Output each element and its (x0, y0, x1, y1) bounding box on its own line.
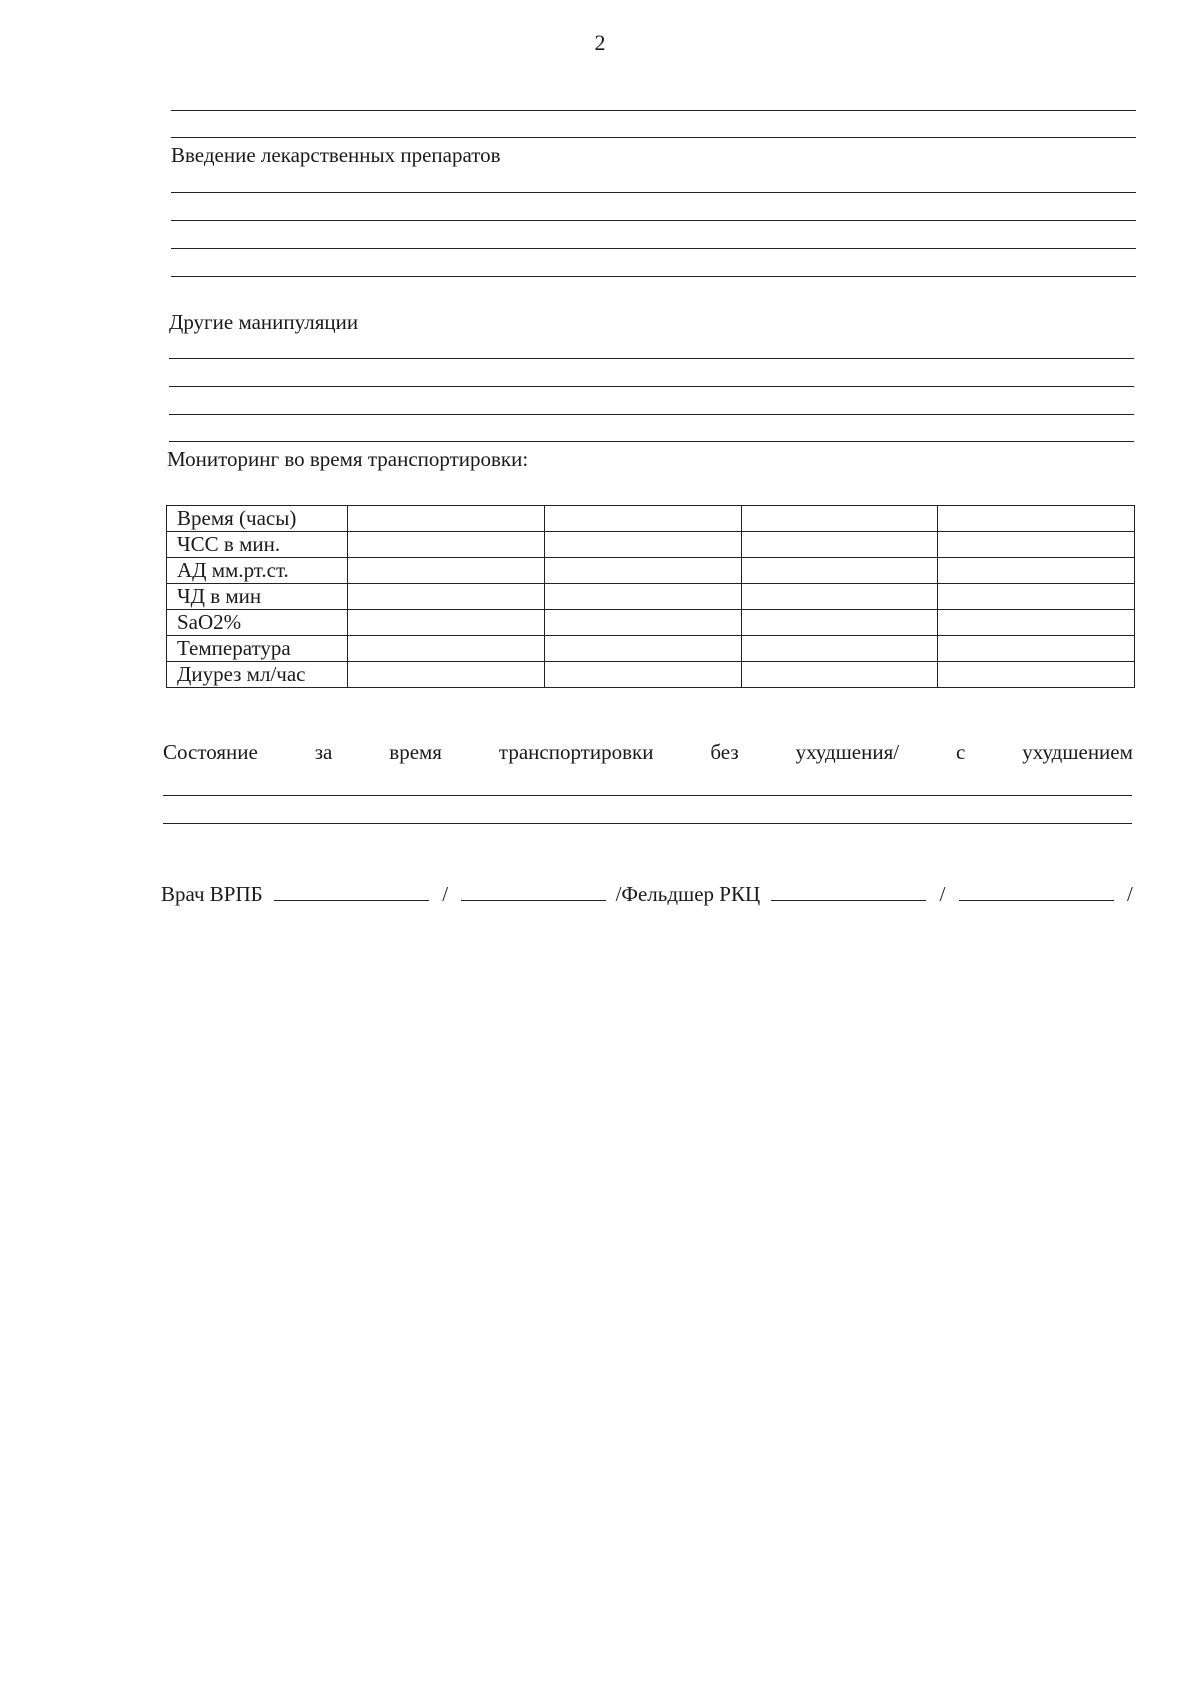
blank-line (163, 795, 1132, 796)
state-word: транспортировки (498, 740, 654, 764)
table-row (167, 506, 1135, 532)
row-label: АД мм.рт.ст. (167, 558, 348, 584)
value-cell[interactable] (938, 662, 1135, 688)
value-cell[interactable] (938, 584, 1135, 610)
drugs-section-label: Введение лекарственных препаратов (171, 143, 501, 167)
doctor-label: Врач ВРПБ (161, 882, 263, 906)
value-cell[interactable] (938, 532, 1135, 558)
paramedic-name-blank[interactable] (959, 880, 1114, 901)
separator-slash: / (442, 882, 449, 906)
table-row (167, 558, 1135, 584)
state-word: время (389, 740, 442, 764)
value-cell[interactable] (741, 584, 938, 610)
blank-line (171, 220, 1136, 221)
row-label: ЧД в мин (167, 584, 348, 610)
other-procedures-label: Другие манипуляции (169, 310, 359, 334)
value-cell[interactable] (741, 506, 938, 532)
monitoring-label: Мониторинг во время транспортировки: (167, 447, 529, 471)
row-label: SaO2% (167, 610, 348, 636)
blank-line (171, 192, 1136, 193)
blank-line (171, 137, 1136, 138)
table-row (167, 584, 1135, 610)
state-word: с (956, 740, 966, 764)
value-cell[interactable] (544, 636, 741, 662)
value-cell[interactable] (938, 636, 1135, 662)
blank-line (163, 823, 1132, 824)
blank-line (169, 441, 1134, 442)
value-cell[interactable] (544, 558, 741, 584)
value-cell[interactable] (544, 532, 741, 558)
value-cell[interactable] (348, 558, 545, 584)
blank-line (169, 386, 1134, 387)
table-row (167, 532, 1135, 558)
table-row (167, 636, 1135, 662)
value-cell[interactable] (348, 662, 545, 688)
table-row (167, 610, 1135, 636)
page-number: 2 (594, 30, 606, 55)
value-cell[interactable] (741, 532, 938, 558)
separator-slash: / (939, 882, 946, 906)
value-cell[interactable] (938, 558, 1135, 584)
value-cell[interactable] (544, 506, 741, 532)
value-cell[interactable] (741, 558, 938, 584)
blank-line (169, 358, 1134, 359)
value-cell[interactable] (741, 662, 938, 688)
condition-statement (163, 740, 1133, 765)
value-cell[interactable] (348, 506, 545, 532)
table-row (167, 662, 1135, 688)
state-word: без (710, 740, 739, 764)
blank-line (169, 414, 1134, 415)
paramedic-label: /Фельдшер РКЦ (615, 882, 761, 906)
row-label: Время (часы) (167, 506, 348, 532)
row-label: ЧСС в мин. (167, 532, 348, 558)
value-cell[interactable] (741, 636, 938, 662)
value-cell[interactable] (938, 506, 1135, 532)
value-cell[interactable] (741, 610, 938, 636)
state-word: Состояние (163, 740, 258, 764)
value-cell[interactable] (348, 532, 545, 558)
signature-line (161, 880, 1133, 907)
monitoring-table (166, 505, 1135, 688)
value-cell[interactable] (544, 610, 741, 636)
value-cell[interactable] (348, 610, 545, 636)
state-word: за (314, 740, 333, 764)
value-cell[interactable] (348, 636, 545, 662)
blank-line (171, 110, 1136, 111)
row-label: Температура (167, 636, 348, 662)
value-cell[interactable] (348, 584, 545, 610)
row-label: Диурез мл/час (167, 662, 348, 688)
blank-line (171, 248, 1136, 249)
option-without-worsening[interactable]: ухудшения/ (795, 740, 900, 764)
blank-line (171, 276, 1136, 277)
doctor-signature-blank[interactable] (274, 880, 429, 901)
separator-slash: / (1127, 882, 1133, 906)
paramedic-signature-blank[interactable] (771, 880, 926, 901)
doctor-name-blank[interactable] (461, 880, 606, 901)
value-cell[interactable] (544, 584, 741, 610)
option-with-worsening[interactable]: ухудшением (1022, 740, 1133, 764)
value-cell[interactable] (938, 610, 1135, 636)
value-cell[interactable] (544, 662, 741, 688)
